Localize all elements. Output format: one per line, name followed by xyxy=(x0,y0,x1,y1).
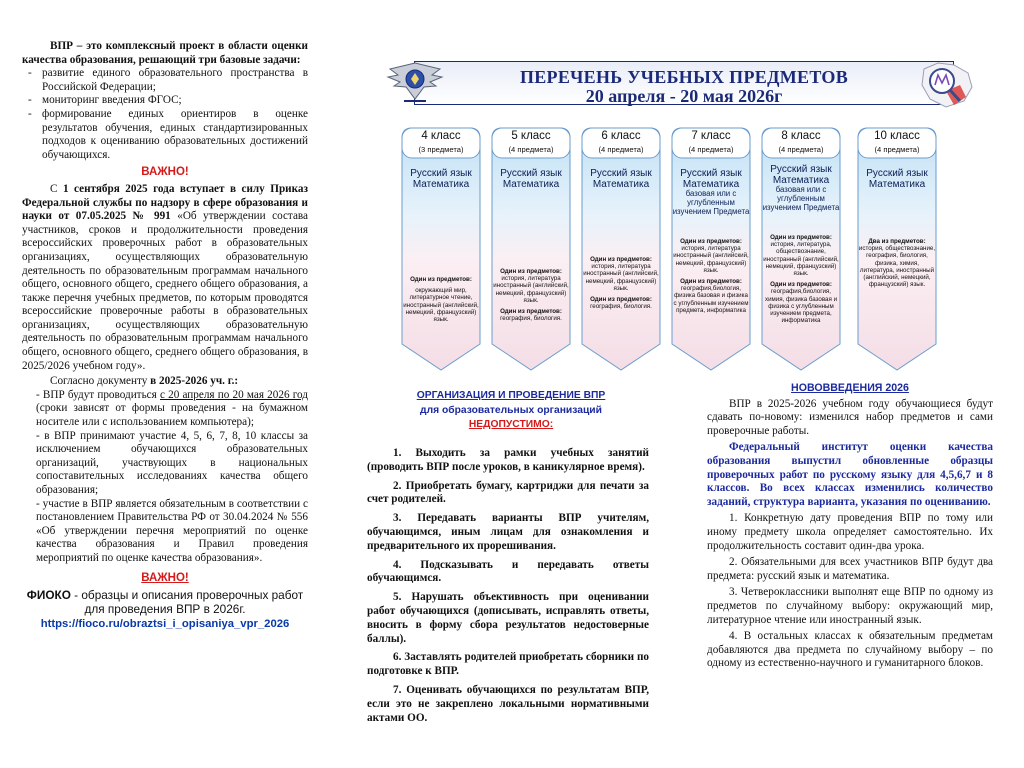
forbidden-list xyxy=(367,447,649,730)
fioko-update: Федеральный институт оценки качества образования выпустил обновленные образцы проверочных работ по русскому языку для 4,5,6,7 и 8 классов. Во всех классах изменились количество заданий, структура варианта, указания по оцениванию. xyxy=(707,441,993,508)
grade-title: 8 класс xyxy=(781,130,821,142)
grade-6-card xyxy=(580,126,662,372)
innovation-item: 3. Четвероклассники выполнят еще ВПР по одному из предметов по случайному выбору: окружающий мир, литературное чтение или иностранный язык. xyxy=(707,586,993,626)
grade-options: Один из предметов: окружающий мир, литературное чтение, иностранный (английский, немецкий, французский) язык. xyxy=(403,276,479,324)
list-item: 7. Оценивать обучающихся по результатам ВПР, если это не закреплено локальными нормативными актами ОО. xyxy=(367,683,649,724)
innovations-heading: НОВОВВЕДЕНИЯ 2026 xyxy=(791,382,909,394)
grade-count: (4 предмета) xyxy=(508,145,554,154)
grade-options: Один из предметов: история, литература иностранный (английский, немецкий, французский) язык. Один из предметов: география, биология. xyxy=(583,256,659,311)
grade-subjects: Русский язык Математика xyxy=(410,168,472,190)
grade-5-card xyxy=(490,126,572,372)
innovations-intro: ВПР в 2025-2026 учебном году обучающиеся будут сдавать по-новому: изменился набор предметов и сами проверочные работы. xyxy=(707,397,993,437)
important-heading-2: ВАЖНО! xyxy=(141,571,189,584)
dates-item: - ВПР будут проводиться с 20 апреля по 20 мая 2026 год (сроки зависят от формы проведения - на бумажном носителе или с использованием компьютера); xyxy=(36,388,308,429)
right-column xyxy=(707,382,993,674)
list-item: 1. Выходить за рамки учебных занятий (проводить ВПР после уроков, в каникулярное время). xyxy=(367,447,649,473)
list-item: 2. Приобретать бумагу, картриджи для печати за счет родителей. xyxy=(367,479,649,506)
order-title: 1 сентября 2025 года вступает в силу Приказ Федеральной службы по надзору в сфере образования и науки от 07.05.2025 № 991 xyxy=(22,182,308,223)
header-banner xyxy=(414,61,954,105)
grade-subjects: Русский язык Математика базовая или с углубленным изучением Предмета xyxy=(672,168,750,216)
list-item: 5. Нарушать объективность при оценивании работ обучающихся (дописывать, исправлять ответы, вносить в форму сбора результатов недостоверные баллы). xyxy=(367,591,649,645)
grade-subjects: Русский язык Математика xyxy=(500,168,562,190)
innovation-item: 4. В остальных классах к обязательным предметам добавляются два предмета по случайному выбору – по одному из естественно-научного и гуманитарного блоков. xyxy=(707,630,993,670)
grade-count: (4 предмета) xyxy=(598,145,644,154)
grade-subjects: Русский язык Математика xyxy=(590,168,652,190)
grade-count: (4 предмета) xyxy=(874,145,920,154)
header-title: ПЕРЕЧЕНЬ УЧЕБНЫХ ПРЕДМЕТОВ xyxy=(519,67,849,87)
organization-heading: ОРГАНИЗАЦИЯ И ПРОВЕДЕНИЕ ВПР для образовательных организаций НЕДОПУСТИМО: xyxy=(366,389,656,433)
fioko-link[interactable]: https://fioco.ru/obraztsi_i_opisaniya_vpr_2026 xyxy=(40,618,290,631)
rosobrnadzor-emblem-icon xyxy=(384,55,446,107)
intro-text: ВПР – это комплексный проект в области оценки качества образования, решающий три базовые задачи: xyxy=(22,40,308,66)
forbidden-label: НЕДОПУСТИМО: xyxy=(468,419,554,430)
grade-options: Два из предметов: история, обществознание, география, биология, физика, химия, литература, иностранный (английский, немецкий, французский) язык. xyxy=(858,238,936,289)
list-item: 6. Заставлять родителей приобретать сборники по подготовке к ВПР. xyxy=(367,651,649,678)
grade-10-card xyxy=(856,126,938,372)
header-dates: 20 апреля - 20 мая 2026г xyxy=(585,86,783,106)
fioko-note: ФИОКО - образцы и описания проверочных работ для проведения ВПР в 2026г. xyxy=(26,588,304,617)
grade-4-card xyxy=(400,126,482,372)
task-item: - развитие единого образовательного пространства в Российской Федерации; xyxy=(28,67,308,93)
innovation-item: 2. Обязательными для всех участников ВПР будут два предмета: русский язык и математика. xyxy=(707,556,993,582)
task-item: - мониторинг введения ФГОС; xyxy=(28,94,182,107)
grade-arrow-shape xyxy=(490,126,572,372)
grade-options: Один из предметов: история, литература, обществознание, иностранный (английский, немецкий, французский) язык. Один из предметов: география,биология, химия, физика базовая и физика с углубленным изучением предмета, информатика xyxy=(763,234,839,325)
list-item: 3. Передавать варианты ВПР учителям, обучающимся, иным лицам для ознакомления и предварительного их прорешивания. xyxy=(367,512,649,552)
grade-count: (4 предмета) xyxy=(688,145,734,154)
list-item: 4. Подсказывать и передавать ответы обучающимся. xyxy=(367,558,649,585)
grade-arrow-shape xyxy=(580,126,662,372)
grades-item: - в ВПР принимают участие 4, 5, 6, 7, 8, 10 классы за исключением обучающихся образовательных организаций, участвующих в национальных сопоставительных исследованиях качества общего образования; xyxy=(36,429,308,496)
region-map-logo-icon xyxy=(916,57,980,117)
grade-7-card xyxy=(670,126,752,372)
according-line: Согласно документу в 2025-2026 уч. г.: xyxy=(50,375,239,388)
grade-title: 5 класс xyxy=(511,130,551,142)
grade-title: 7 класс xyxy=(691,130,731,142)
grade-subjects: Русский язык Математика xyxy=(866,168,928,190)
left-column xyxy=(22,40,308,632)
task-item: - формирование единых ориентиров в оценке результатов обучения, единых стандартизированных подходов к оцениванию образовательных достижений обучающихся. xyxy=(28,107,308,161)
grade-options: Один из предметов: история, литература иностранный (английский, немецкий, французский) язык. Один из предметов: география, биология. xyxy=(493,268,569,323)
mandatory-item: - участие в ВПР является обязательным в соответствии с постановлением Правительства РФ от 30.04.2024 № 556 «Об утверждении перечня мероприятий по оценке качества образования и Правил проведения мероприятий по оценке качества образования». xyxy=(36,497,308,564)
grade-title: 6 класс xyxy=(601,130,641,142)
grade-options: Один из предметов: история, литература иностранный (английский, немецкий, французский) язык. Один из предметов: география,биология, физика базовая и физика с углубленным изучением предмета, информатика xyxy=(673,238,749,314)
grade-subjects: Русский язык Математика базовая или с углубленным изучением Предмета xyxy=(762,164,840,212)
grade-title: 10 класс xyxy=(874,130,920,142)
grade-count: (3 предмета) xyxy=(418,145,464,154)
grade-title: 4 класс xyxy=(421,130,461,142)
grade-count: (4 предмета) xyxy=(778,145,824,154)
grade-arrows xyxy=(400,126,940,372)
important-heading: ВАЖНО! xyxy=(141,166,189,179)
innovation-item: 1. Конкретную дату проведения ВПР по тому или иному предмету школа определяет самостоятельно. Их продолжительность составит один-два урока. xyxy=(707,512,993,552)
grade-8-card xyxy=(760,126,842,372)
grade-arrow-shape xyxy=(400,126,482,372)
order-paragraph: С 1 сентября 2025 года вступает в силу Приказ Федеральной службы по надзору в сфере образования и науки от 07.05.2025 № 991 «Об утверждении состава участников, сроков и продолжительности проведения всероссийских проверочных работ в образовательных организациях, осуществляющих образовательную деятельность по образовательным программам начального общего, основного общего, среднего общего образования, а также перечня учебных предметов, по которым проводятся всероссийские проверочные работы в образовательных организациях, осуществляющих образовательную деятельность по образовательным программам начального общего, основного общего, среднего общего образования, в 2025/2026 учебном году». xyxy=(22,182,309,372)
subjects-header xyxy=(384,55,974,110)
